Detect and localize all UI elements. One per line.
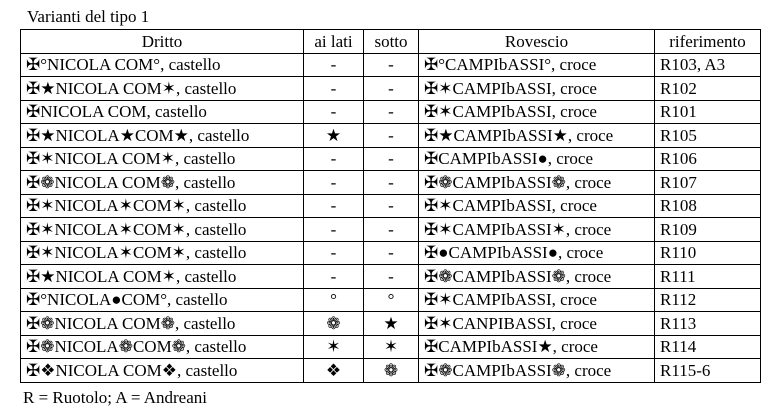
table-footnote: R = Ruotolo; A = Andreani [23,388,207,407]
cell-ai-lati: - [304,77,364,101]
cell-sotto: - [364,265,419,289]
table-row [21,147,761,171]
cell-sotto: ° [364,288,419,312]
cell-dritto: ✠❖NICOLA COM❖, castello [21,359,304,383]
cell-ai-lati: - [304,171,364,195]
cell-dritto: ✠°NICOLA●COM°, castello [21,288,304,312]
cell-dritto: ✠°NICOLA COM°, castello [21,53,304,77]
header-riferimento: riferimento [655,30,761,54]
cell-dritto: ✠✶NICOLA✶COM✶, castello [21,241,304,265]
cell-rovescio: ✠✶CAMPIbASSI, croce [419,77,655,101]
cell-dritto: ✠❁NICOLA❁COM❁, castello [21,335,304,359]
header-sotto: sotto [364,30,419,54]
cell-dritto: ✠★NICOLA★COM★, castello [21,124,304,148]
table-row [21,171,761,195]
cell-ai-lati: - [304,100,364,124]
cell-ai-lati: ❖ [304,359,364,383]
table-row [21,312,761,336]
cell-dritto: ✠✶NICOLA✶COM✶, castello [21,194,304,218]
cell-riferimento: R102 [655,77,761,101]
cell-rovescio: ✠CAMPIbASSI●, croce [419,147,655,171]
cell-dritto: ✠✶NICOLA✶COM✶, castello [21,218,304,242]
cell-rovescio: ✠CAMPIbASSI★, croce [419,335,655,359]
cell-rovescio: ✠✶CANPIBASSI, croce [419,312,655,336]
cell-sotto: - [364,218,419,242]
table-row [21,359,761,383]
table-body [21,53,761,382]
header-dritto: Dritto [21,30,304,54]
cell-riferimento: R114 [655,335,761,359]
cell-sotto: - [364,124,419,148]
cell-ai-lati: - [304,194,364,218]
cell-sotto: - [364,147,419,171]
cell-ai-lati: - [304,218,364,242]
cell-rovescio: ✠°CAMPIbASSI°, croce [419,53,655,77]
cell-riferimento: R110 [655,241,761,265]
cell-riferimento: R106 [655,147,761,171]
cell-rovescio: ✠❁CAMPIbASSI❁, croce [419,171,655,195]
cell-dritto: ✠★NICOLA COM✶, castello [21,77,304,101]
cell-sotto: - [364,241,419,265]
cell-sotto: - [364,194,419,218]
table-header [21,30,761,54]
cell-ai-lati: - [304,53,364,77]
table-row [21,265,761,289]
table-row [21,218,761,242]
header-rovescio: Rovescio [419,30,655,54]
variants-table [20,29,761,383]
cell-sotto: ✶ [364,335,419,359]
cell-riferimento: R115-6 [655,359,761,383]
cell-rovescio: ✠✶CAMPIbASSI, croce [419,100,655,124]
cell-riferimento: R108 [655,194,761,218]
table-row [21,53,761,77]
cell-riferimento: R113 [655,312,761,336]
cell-ai-lati: ° [304,288,364,312]
cell-ai-lati: - [304,147,364,171]
table-row [21,335,761,359]
cell-sotto: ❁ [364,359,419,383]
cell-dritto: ✠NICOLA COM, castello [21,100,304,124]
cell-riferimento: R101 [655,100,761,124]
cell-sotto: - [364,53,419,77]
cell-sotto: ★ [364,312,419,336]
cell-riferimento: R109 [655,218,761,242]
cell-ai-lati: ❁ [304,312,364,336]
cell-rovescio: ✠✶CAMPIbASSI✶, croce [419,218,655,242]
table-row [21,288,761,312]
cell-riferimento: R107 [655,171,761,195]
cell-ai-lati: - [304,241,364,265]
header-row [21,30,761,54]
cell-riferimento: R105 [655,124,761,148]
cell-rovescio: ✠❁CAMPIbASSI❁, croce [419,265,655,289]
table-caption: Varianti del tipo 1 [27,7,150,26]
cell-sotto: - [364,77,419,101]
cell-rovescio: ✠❁CAMPIbASSI❁, croce [419,359,655,383]
table-row [21,124,761,148]
table-row [21,241,761,265]
cell-dritto: ✠★NICOLA COM✶, castello [21,265,304,289]
cell-riferimento: R103, A3 [655,53,761,77]
table-row [21,100,761,124]
cell-rovescio: ✠✶CAMPIbASSI, croce [419,194,655,218]
cell-sotto: - [364,171,419,195]
cell-rovescio: ✠✶CAMPIbASSI, croce [419,288,655,312]
cell-sotto: - [364,100,419,124]
cell-dritto: ✠❁NICOLA COM❁, castello [21,312,304,336]
cell-dritto: ✠❁NICOLA COM❁, castello [21,171,304,195]
cell-ai-lati: - [304,265,364,289]
cell-rovescio: ✠★CAMPIbASSI★, croce [419,124,655,148]
cell-riferimento: R111 [655,265,761,289]
cell-riferimento: R112 [655,288,761,312]
cell-ai-lati: ✶ [304,335,364,359]
header-ai-lati: ai lati [304,30,364,54]
table-row [21,194,761,218]
cell-rovescio: ✠●CAMPIbASSI●, croce [419,241,655,265]
cell-ai-lati: ★ [304,124,364,148]
cell-dritto: ✠✶NICOLA COM✶, castello [21,147,304,171]
table-row [21,77,761,101]
